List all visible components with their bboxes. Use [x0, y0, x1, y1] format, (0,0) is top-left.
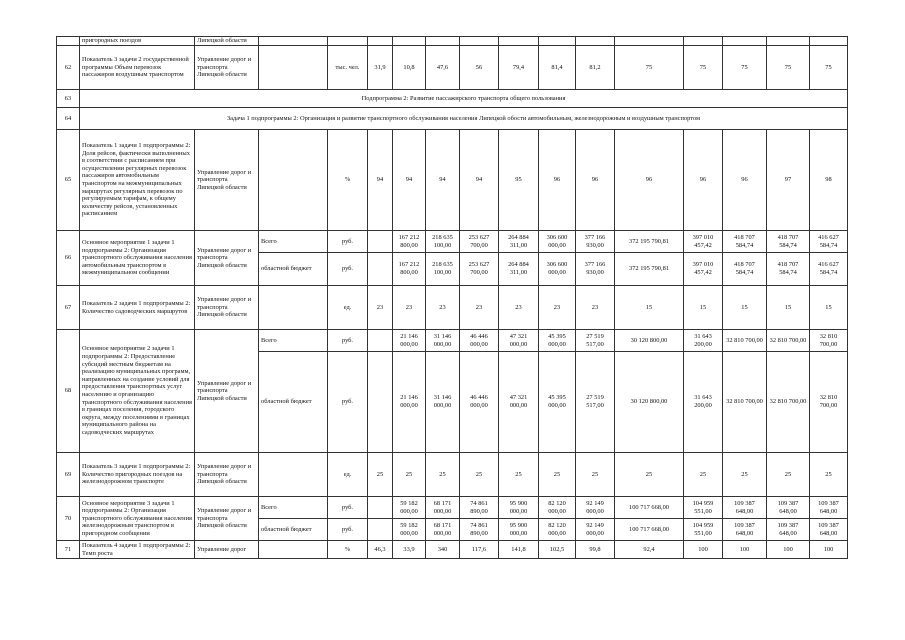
- value-cell: 94: [460, 130, 499, 231]
- row-executor: Управление дорог и транспорта Липецкой области: [195, 286, 259, 330]
- value-cell: 32 810 700,00: [767, 352, 810, 453]
- row-name: пригородных поездов: [80, 37, 195, 46]
- row-unit: ед.: [328, 286, 368, 330]
- value-cell: 25: [426, 453, 460, 497]
- value-cell: 56: [460, 46, 499, 90]
- value-cell: [368, 519, 393, 541]
- funding-source: Всего: [259, 330, 328, 352]
- value-cell: 218 635 100,00: [426, 231, 460, 253]
- value-cell: 340: [426, 541, 460, 559]
- value-cell: 141,8: [499, 541, 539, 559]
- value-cell: 96: [539, 130, 576, 231]
- value-cell: 23: [368, 286, 393, 330]
- row-unit: %: [328, 130, 368, 231]
- value-cell: 416 627 584,74: [810, 231, 848, 253]
- value-cell: 23: [393, 286, 426, 330]
- value-cell: [368, 231, 393, 253]
- funding-source: Всего: [259, 497, 328, 519]
- value-cell: 59 182 000,00: [393, 519, 426, 541]
- value-cell: 25: [615, 453, 684, 497]
- value-cell: 117,6: [460, 541, 499, 559]
- value-cell: 30 120 800,00: [615, 330, 684, 352]
- value-cell: 23: [539, 286, 576, 330]
- value-cell: 25: [684, 453, 723, 497]
- value-cell: [368, 330, 393, 352]
- value-cell: 25: [723, 453, 767, 497]
- value-cell: 15: [615, 286, 684, 330]
- row-name: Показатель 3 задачи 2 государственной программы Объем перевозок пассажиров воздушным транспортом: [80, 46, 195, 90]
- row-executor: Управление дорог и транспорта Липецкой области: [195, 453, 259, 497]
- value-cell: 74 861 890,00: [460, 497, 499, 519]
- value-cell: 25: [499, 453, 539, 497]
- value-cell: 96: [684, 130, 723, 231]
- value-cell: 372 195 790,81: [615, 253, 684, 286]
- row-executor: Управление дорог и транспорта Липецкой области: [195, 130, 259, 231]
- funding-source: областной бюджет: [259, 253, 328, 286]
- row-unit: руб.: [328, 497, 368, 519]
- value-cell: 68 171 000,00: [426, 519, 460, 541]
- value-cell: 31 643 200,00: [684, 330, 723, 352]
- row-number: 67: [57, 286, 80, 330]
- value-cell: 46,3: [368, 541, 393, 559]
- value-cell: 32 810 700,00: [810, 352, 848, 453]
- table-row: [57, 231, 848, 253]
- value-cell: 25: [460, 453, 499, 497]
- row-name: Основное мероприятие 2 задачи 1 подпрограммы 2: Предоставление субсидий местным бюджетам на реализацию муниципальных программ, направленных на создание условий для предоставления транспортных услуг населению и организацию транспортного обслуживания населения в границах поселения, городского округа, между поселениями в границах муниципального района на садоводческих маршрутах: [80, 330, 195, 453]
- value-cell: 75: [810, 46, 848, 90]
- value-cell: 21 146 000,00: [393, 352, 426, 453]
- row-name: Показатель 4 задачи 1 подпрограммы 2: Темп роста: [80, 541, 195, 559]
- value-cell: 92,4: [615, 541, 684, 559]
- value-cell: 109 387 648,00: [767, 497, 810, 519]
- value-cell: 15: [810, 286, 848, 330]
- value-cell: 15: [723, 286, 767, 330]
- value-cell: 92 149 000,00: [576, 519, 615, 541]
- table-row: [57, 46, 848, 90]
- value-cell: 95 900 000,00: [499, 497, 539, 519]
- value-cell: 75: [723, 46, 767, 90]
- row-number: 69: [57, 453, 80, 497]
- value-cell: 31 146 000,00: [426, 330, 460, 352]
- value-cell: 167 212 800,00: [393, 231, 426, 253]
- funding-source: Всего: [259, 231, 328, 253]
- value-cell: 81,4: [539, 46, 576, 90]
- row-name: Показатель 3 задачи 1 подпрограммы 2: Количество пригородных поездов на железнодорожном транспорте: [80, 453, 195, 497]
- value-cell: 418 707 584,74: [723, 231, 767, 253]
- value-cell: 99,8: [576, 541, 615, 559]
- value-cell: 94: [426, 130, 460, 231]
- row-unit: руб.: [328, 253, 368, 286]
- row-unit: руб.: [328, 352, 368, 453]
- row-unit: %: [328, 541, 368, 559]
- value-cell: 25: [368, 453, 393, 497]
- value-cell: 31,9: [368, 46, 393, 90]
- value-cell: 100: [684, 541, 723, 559]
- value-cell: 32 810 700,00: [723, 352, 767, 453]
- value-cell: 96: [615, 130, 684, 231]
- value-cell: 45 395 000,00: [539, 352, 576, 453]
- value-cell: 397 010 457,42: [684, 231, 723, 253]
- value-cell: 31 146 000,00: [426, 352, 460, 453]
- value-cell: 416 627 584,74: [810, 253, 848, 286]
- value-cell: 15: [767, 286, 810, 330]
- row-unit: руб.: [328, 330, 368, 352]
- value-cell: 109 387 648,00: [810, 497, 848, 519]
- value-cell: 81,2: [576, 46, 615, 90]
- value-cell: 372 195 790,81: [615, 231, 684, 253]
- value-cell: 75: [615, 46, 684, 90]
- value-cell: 74 861 890,00: [460, 519, 499, 541]
- value-cell: 68 171 000,00: [426, 497, 460, 519]
- table-row: [57, 453, 848, 497]
- value-cell: 100: [767, 541, 810, 559]
- value-cell: 47 321 000,00: [499, 352, 539, 453]
- row-unit: руб.: [328, 519, 368, 541]
- row-executor: Управление дорог и транспорта Липецкой области: [195, 497, 259, 541]
- row-executor: Липецкой области: [195, 37, 259, 46]
- value-cell: 100: [810, 541, 848, 559]
- value-cell: 30 120 800,00: [615, 352, 684, 453]
- value-cell: 75: [684, 46, 723, 90]
- value-cell: 59 182 000,00: [393, 497, 426, 519]
- value-cell: 100 717 668,00: [615, 519, 684, 541]
- value-cell: 23: [426, 286, 460, 330]
- row-unit: тыс. чел.: [328, 46, 368, 90]
- value-cell: 397 010 457,42: [684, 253, 723, 286]
- value-cell: 25: [810, 453, 848, 497]
- funding-source: областной бюджет: [259, 519, 328, 541]
- table-row: [57, 108, 848, 130]
- value-cell: 104 959 551,00: [684, 497, 723, 519]
- row-executor: Управление дорог и транспорта Липецкой области: [195, 231, 259, 286]
- value-cell: 167 212 800,00: [393, 253, 426, 286]
- value-cell: [368, 497, 393, 519]
- table-row: [57, 330, 848, 352]
- value-cell: 32 810 700,00: [810, 330, 848, 352]
- value-cell: 95: [499, 130, 539, 231]
- value-cell: 27 519 517,00: [576, 352, 615, 453]
- value-cell: 102,5: [539, 541, 576, 559]
- value-cell: 82 120 000,00: [539, 519, 576, 541]
- value-cell: 109 387 648,00: [767, 519, 810, 541]
- program-indicators-table: [56, 36, 848, 559]
- table-row: [57, 130, 848, 231]
- row-executor: Управление дорог: [195, 541, 259, 559]
- value-cell: 264 884 311,00: [499, 253, 539, 286]
- value-cell: 23: [499, 286, 539, 330]
- value-cell: 25: [576, 453, 615, 497]
- row-name: Показатель 2 задачи 1 подпрограммы 2: Количество садоводческих маршрутов: [80, 286, 195, 330]
- value-cell: 109 387 648,00: [723, 497, 767, 519]
- value-cell: 94: [393, 130, 426, 231]
- value-cell: 109 387 648,00: [723, 519, 767, 541]
- row-unit: руб.: [328, 231, 368, 253]
- value-cell: 15: [684, 286, 723, 330]
- row-number: 68: [57, 330, 80, 453]
- value-cell: 306 600 000,00: [539, 253, 576, 286]
- value-cell: 75: [767, 46, 810, 90]
- table-row: [57, 497, 848, 519]
- table-row: [57, 541, 848, 559]
- row-name: Основное мероприятие 3 задачи 1 подпрограммы 2: Организация транспортного обслуживания населения железнодорожным транспортом в пригородном сообщении: [80, 497, 195, 541]
- row-number: 63: [57, 90, 80, 108]
- row-executor: Управление дорог и транспорта Липецкой области: [195, 46, 259, 90]
- value-cell: 82 120 000,00: [539, 497, 576, 519]
- row-number: 64: [57, 108, 80, 130]
- value-cell: 98: [810, 130, 848, 231]
- value-cell: 96: [576, 130, 615, 231]
- value-cell: 23: [576, 286, 615, 330]
- value-cell: 23: [460, 286, 499, 330]
- value-cell: 377 166 930,00: [576, 253, 615, 286]
- row-number: 70: [57, 497, 80, 541]
- subprogram-heading: Подпрограмма 2: Развитие пассажирского транспорта общего пользования: [80, 90, 848, 108]
- value-cell: 218 635 100,00: [426, 253, 460, 286]
- value-cell: 264 884 311,00: [499, 231, 539, 253]
- value-cell: [368, 352, 393, 453]
- value-cell: 92 149 000,00: [576, 497, 615, 519]
- value-cell: 21 146 000,00: [393, 330, 426, 352]
- value-cell: [368, 253, 393, 286]
- value-cell: 100 717 668,00: [615, 497, 684, 519]
- value-cell: 104 959 551,00: [684, 519, 723, 541]
- value-cell: 32 810 700,00: [767, 330, 810, 352]
- value-cell: 45 395 000,00: [539, 330, 576, 352]
- row-name: Основное мероприятие 1 задачи 1 подпрограммы 2: Организация транспортного обслуживания населения автомобильным транспортом в межмуниципальном сообщении: [80, 231, 195, 286]
- value-cell: 253 627 700,00: [460, 253, 499, 286]
- value-cell: 96: [723, 130, 767, 231]
- task-heading: Задача 1 подпрограммы 2: Организация и развитие транспортного обслуживания населения Липецкой обости автомобильным, железнодорожным и воздушным транспортом: [80, 108, 848, 130]
- value-cell: 109 387 648,00: [810, 519, 848, 541]
- value-cell: 47 321 000,00: [499, 330, 539, 352]
- row-name: Показатель 1 задачи 1 подпрограммы 2: Доля рейсов, фактически выполненных в соответствии с расписанием при осуществлении регулярных перевозок пассажиров автомобильным транспортом на межмуниципальных маршрутах регулярных перевозок по регулируемым тарифам, к общему количеству рейсов, установленных расписанием: [80, 130, 195, 231]
- value-cell: 46 446 000,00: [460, 330, 499, 352]
- value-cell: 97: [767, 130, 810, 231]
- value-cell: 306 600 000,00: [539, 231, 576, 253]
- value-cell: 25: [539, 453, 576, 497]
- value-cell: 27 519 517,00: [576, 330, 615, 352]
- row-executor: Управление дорог и транспорта Липецкой области: [195, 330, 259, 453]
- row-number: 65: [57, 130, 80, 231]
- value-cell: 100: [723, 541, 767, 559]
- value-cell: 10,8: [393, 46, 426, 90]
- row-number: 66: [57, 231, 80, 286]
- value-cell: 32 810 700,00: [723, 330, 767, 352]
- row-unit: ед.: [328, 453, 368, 497]
- value-cell: 377 166 930,00: [576, 231, 615, 253]
- table-row: [57, 286, 848, 330]
- row-number: 71: [57, 541, 80, 559]
- value-cell: 418 707 584,74: [723, 253, 767, 286]
- value-cell: 253 627 700,00: [460, 231, 499, 253]
- value-cell: 31 643 200,00: [684, 352, 723, 453]
- value-cell: 95 900 000,00: [499, 519, 539, 541]
- value-cell: 25: [767, 453, 810, 497]
- table-row: [57, 37, 848, 46]
- value-cell: 47,6: [426, 46, 460, 90]
- funding-source: областной бюджет: [259, 352, 328, 453]
- value-cell: 79,4: [499, 46, 539, 90]
- value-cell: 25: [393, 453, 426, 497]
- value-cell: 94: [368, 130, 393, 231]
- value-cell: 46 446 000,00: [460, 352, 499, 453]
- row-number: 62: [57, 46, 80, 90]
- value-cell: 418 707 584,74: [767, 253, 810, 286]
- value-cell: 33,9: [393, 541, 426, 559]
- value-cell: 418 707 584,74: [767, 231, 810, 253]
- table-row: [57, 90, 848, 108]
